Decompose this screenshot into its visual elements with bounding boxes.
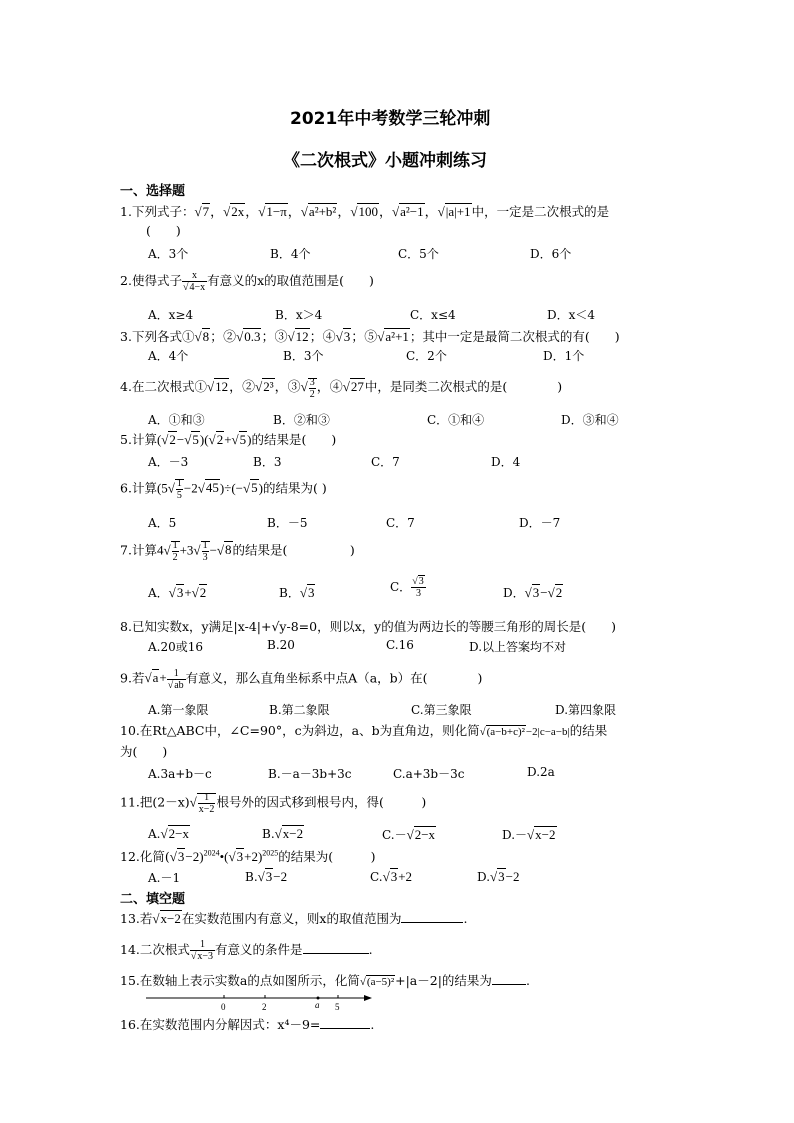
q2-option-c[interactable]: C．x≤4 xyxy=(410,308,456,322)
question-15: 15.在数轴上表示实数a的点如图所示，化简√(a−5)²+|a－2|的结果为 . xyxy=(120,973,530,988)
q12-option-a[interactable]: A.－1 xyxy=(148,871,181,885)
q8-option-a[interactable]: A.20或16 xyxy=(148,640,204,654)
q7-option-a[interactable]: A．√3+√2 xyxy=(148,585,207,600)
numberline-label-a: a xyxy=(315,1000,320,1010)
q6-option-d[interactable]: D．－7 xyxy=(519,516,561,530)
question-4: 4.在二次根式①√12，②√2³，③√ $\frac{3}{2}$ ，④√27中，是同类二次根式的是( ) xyxy=(120,376,563,400)
q15-answer-blank[interactable] xyxy=(492,974,526,985)
page-title: 2021年中考数学三轮冲刺 xyxy=(290,109,491,129)
q12-option-c[interactable]: C.√3+2 xyxy=(370,869,413,884)
q6-option-c[interactable]: C．7 xyxy=(386,516,415,530)
q4-option-a[interactable]: A．①和③ xyxy=(148,413,205,427)
q3-option-b[interactable]: B．3个 xyxy=(283,349,324,363)
question-1-paren: ( ) xyxy=(146,223,181,238)
q8-option-c[interactable]: C.16 xyxy=(386,638,414,652)
q9-option-a[interactable]: A.第一象限 xyxy=(148,703,209,717)
question-3: 3.下列各式①√8；②√0.3；③√12；④√3；⑤√a²+1；其中一定是最简二次根式的有( ) xyxy=(120,329,620,344)
q9-option-b[interactable]: B.第二象限 xyxy=(269,703,330,717)
q3-option-c[interactable]: C．2个 xyxy=(406,349,447,363)
question-16: 16.在实数范围内分解因式：x⁴－9= . xyxy=(120,1017,375,1032)
q1-option-a[interactable]: A．3个 xyxy=(148,247,189,261)
q5-option-c[interactable]: C．7 xyxy=(371,455,400,469)
q8-option-b[interactable]: B.20 xyxy=(267,638,295,652)
question-13: 13.若√x−2在实数范围内有意义，则x的取值范围为 . xyxy=(120,911,468,926)
q5-option-d[interactable]: D．4 xyxy=(491,455,521,469)
question-7: 7.计算4√ $\frac{1}{2}$ +3√ $\frac{1}{3}$ −√8的结果是( ) xyxy=(120,540,355,563)
q13-answer-blank[interactable] xyxy=(401,912,463,923)
q8-option-d[interactable]: D.以上答案均不对 xyxy=(469,640,567,654)
q3-option-d[interactable]: D．1个 xyxy=(543,349,585,363)
question-9: 9.若√a+ $\frac{1}{√ab}$ 有意义，那么直角坐标系中点A（a，b）在( ) xyxy=(120,668,483,691)
page-subtitle: 《二次根式》小题冲刺练习 xyxy=(283,151,487,171)
numberline-label-5: 5 xyxy=(335,1002,340,1012)
question-10-cont: 为( ) xyxy=(120,744,168,759)
q7-option-d[interactable]: D．√3−√2 xyxy=(503,585,563,600)
q4-option-d[interactable]: D．③和④ xyxy=(561,413,619,427)
q12-option-b[interactable]: B.√3−2 xyxy=(245,869,288,884)
q14-answer-blank[interactable] xyxy=(303,943,369,954)
question-6: 6.计算(5√ $\frac{1}{5}$ −2√45)÷(−√5)的结果为( ) xyxy=(120,478,327,501)
question-8: 8.已知实数x，y满足|x-4|+√y-8=0，则以x，y的值为两边长的等腰三角形的周长是( ) xyxy=(120,619,616,634)
q5-option-b[interactable]: B．3 xyxy=(253,455,282,469)
q7-option-b[interactable]: B．√3 xyxy=(279,585,315,600)
question-2: 2.使得式子 $\frac{x}{√4-x}$ 有意义的x的取值范围是( ) xyxy=(120,270,374,293)
q2-option-a[interactable]: A．x≥4 xyxy=(148,308,194,322)
numberline-label-0: 0 xyxy=(221,1002,226,1012)
q16-answer-blank[interactable] xyxy=(320,1018,370,1029)
q10-option-d[interactable]: D.2a xyxy=(527,765,555,779)
q9-option-d[interactable]: D.第四象限 xyxy=(555,703,617,717)
q11-option-c[interactable]: C.－√2−x xyxy=(382,827,436,842)
question-14: 14.二次根式 $\frac{1}{√x-3}$ 有意义的条件是 . xyxy=(120,939,373,962)
q10-option-a[interactable]: A.3a+b－c xyxy=(148,767,212,781)
q6-option-b[interactable]: B．－5 xyxy=(267,516,308,530)
q9-option-c[interactable]: C.第三象限 xyxy=(411,703,472,717)
section-choice-heading: 一、选择题 xyxy=(120,184,186,199)
question-10: 10.在Rt△ABC中，∠C=90°，c为斜边，a、b为直角边，则化简√(a−b+c)²−2|c−a−b|的结果 xyxy=(120,723,608,738)
q10-option-b[interactable]: B.－a－3b+3c xyxy=(268,767,352,781)
q12-option-d[interactable]: D.√3−2 xyxy=(477,869,520,884)
q11-option-b[interactable]: B.√x−2 xyxy=(262,826,304,841)
q1-option-b[interactable]: B．4个 xyxy=(270,247,311,261)
q11-option-a[interactable]: A.√2−x xyxy=(148,826,189,841)
q2-option-b[interactable]: B．x＞4 xyxy=(275,308,323,322)
q4-option-b[interactable]: B．②和③ xyxy=(273,413,330,427)
question-5: 5.计算(√2−√5)(√2+√5)的结果是( ) xyxy=(120,432,337,447)
section-fill-heading: 二、填空题 xyxy=(120,892,186,907)
q11-option-d[interactable]: D.－√x−2 xyxy=(502,827,556,842)
q4-option-c[interactable]: C．①和④ xyxy=(427,413,485,427)
q6-option-a[interactable]: A．5 xyxy=(148,516,177,530)
question-1: 1.下列式子：√7，√2x，√1−π，√a²+b²，√100，√a²−1，√|a|+1中，一定是二次根式的是 xyxy=(120,204,610,219)
q5-option-a[interactable]: A．－3 xyxy=(148,455,189,469)
q2-option-d[interactable]: D．x＜4 xyxy=(547,308,596,322)
q3-option-a[interactable]: A．4个 xyxy=(148,349,189,363)
q1-option-d[interactable]: D．6个 xyxy=(530,247,572,261)
question-12: 12.化简$(√3-2)^{2024}•(√3+2)^{2025}$的结果为( ) xyxy=(120,848,376,864)
q10-option-c[interactable]: C.a+3b－3c xyxy=(393,767,465,781)
q1-option-c[interactable]: C．5个 xyxy=(398,247,439,261)
number-line xyxy=(140,990,380,1012)
q7-option-c[interactable]: C． $\frac{√3}{3}$ xyxy=(390,576,424,599)
question-11: 11.把(2－x)√ $\frac{1}{x-2}$ 根号外的因式移到根号内，得( ) xyxy=(120,792,427,815)
numberline-label-2: 2 xyxy=(262,1002,267,1012)
